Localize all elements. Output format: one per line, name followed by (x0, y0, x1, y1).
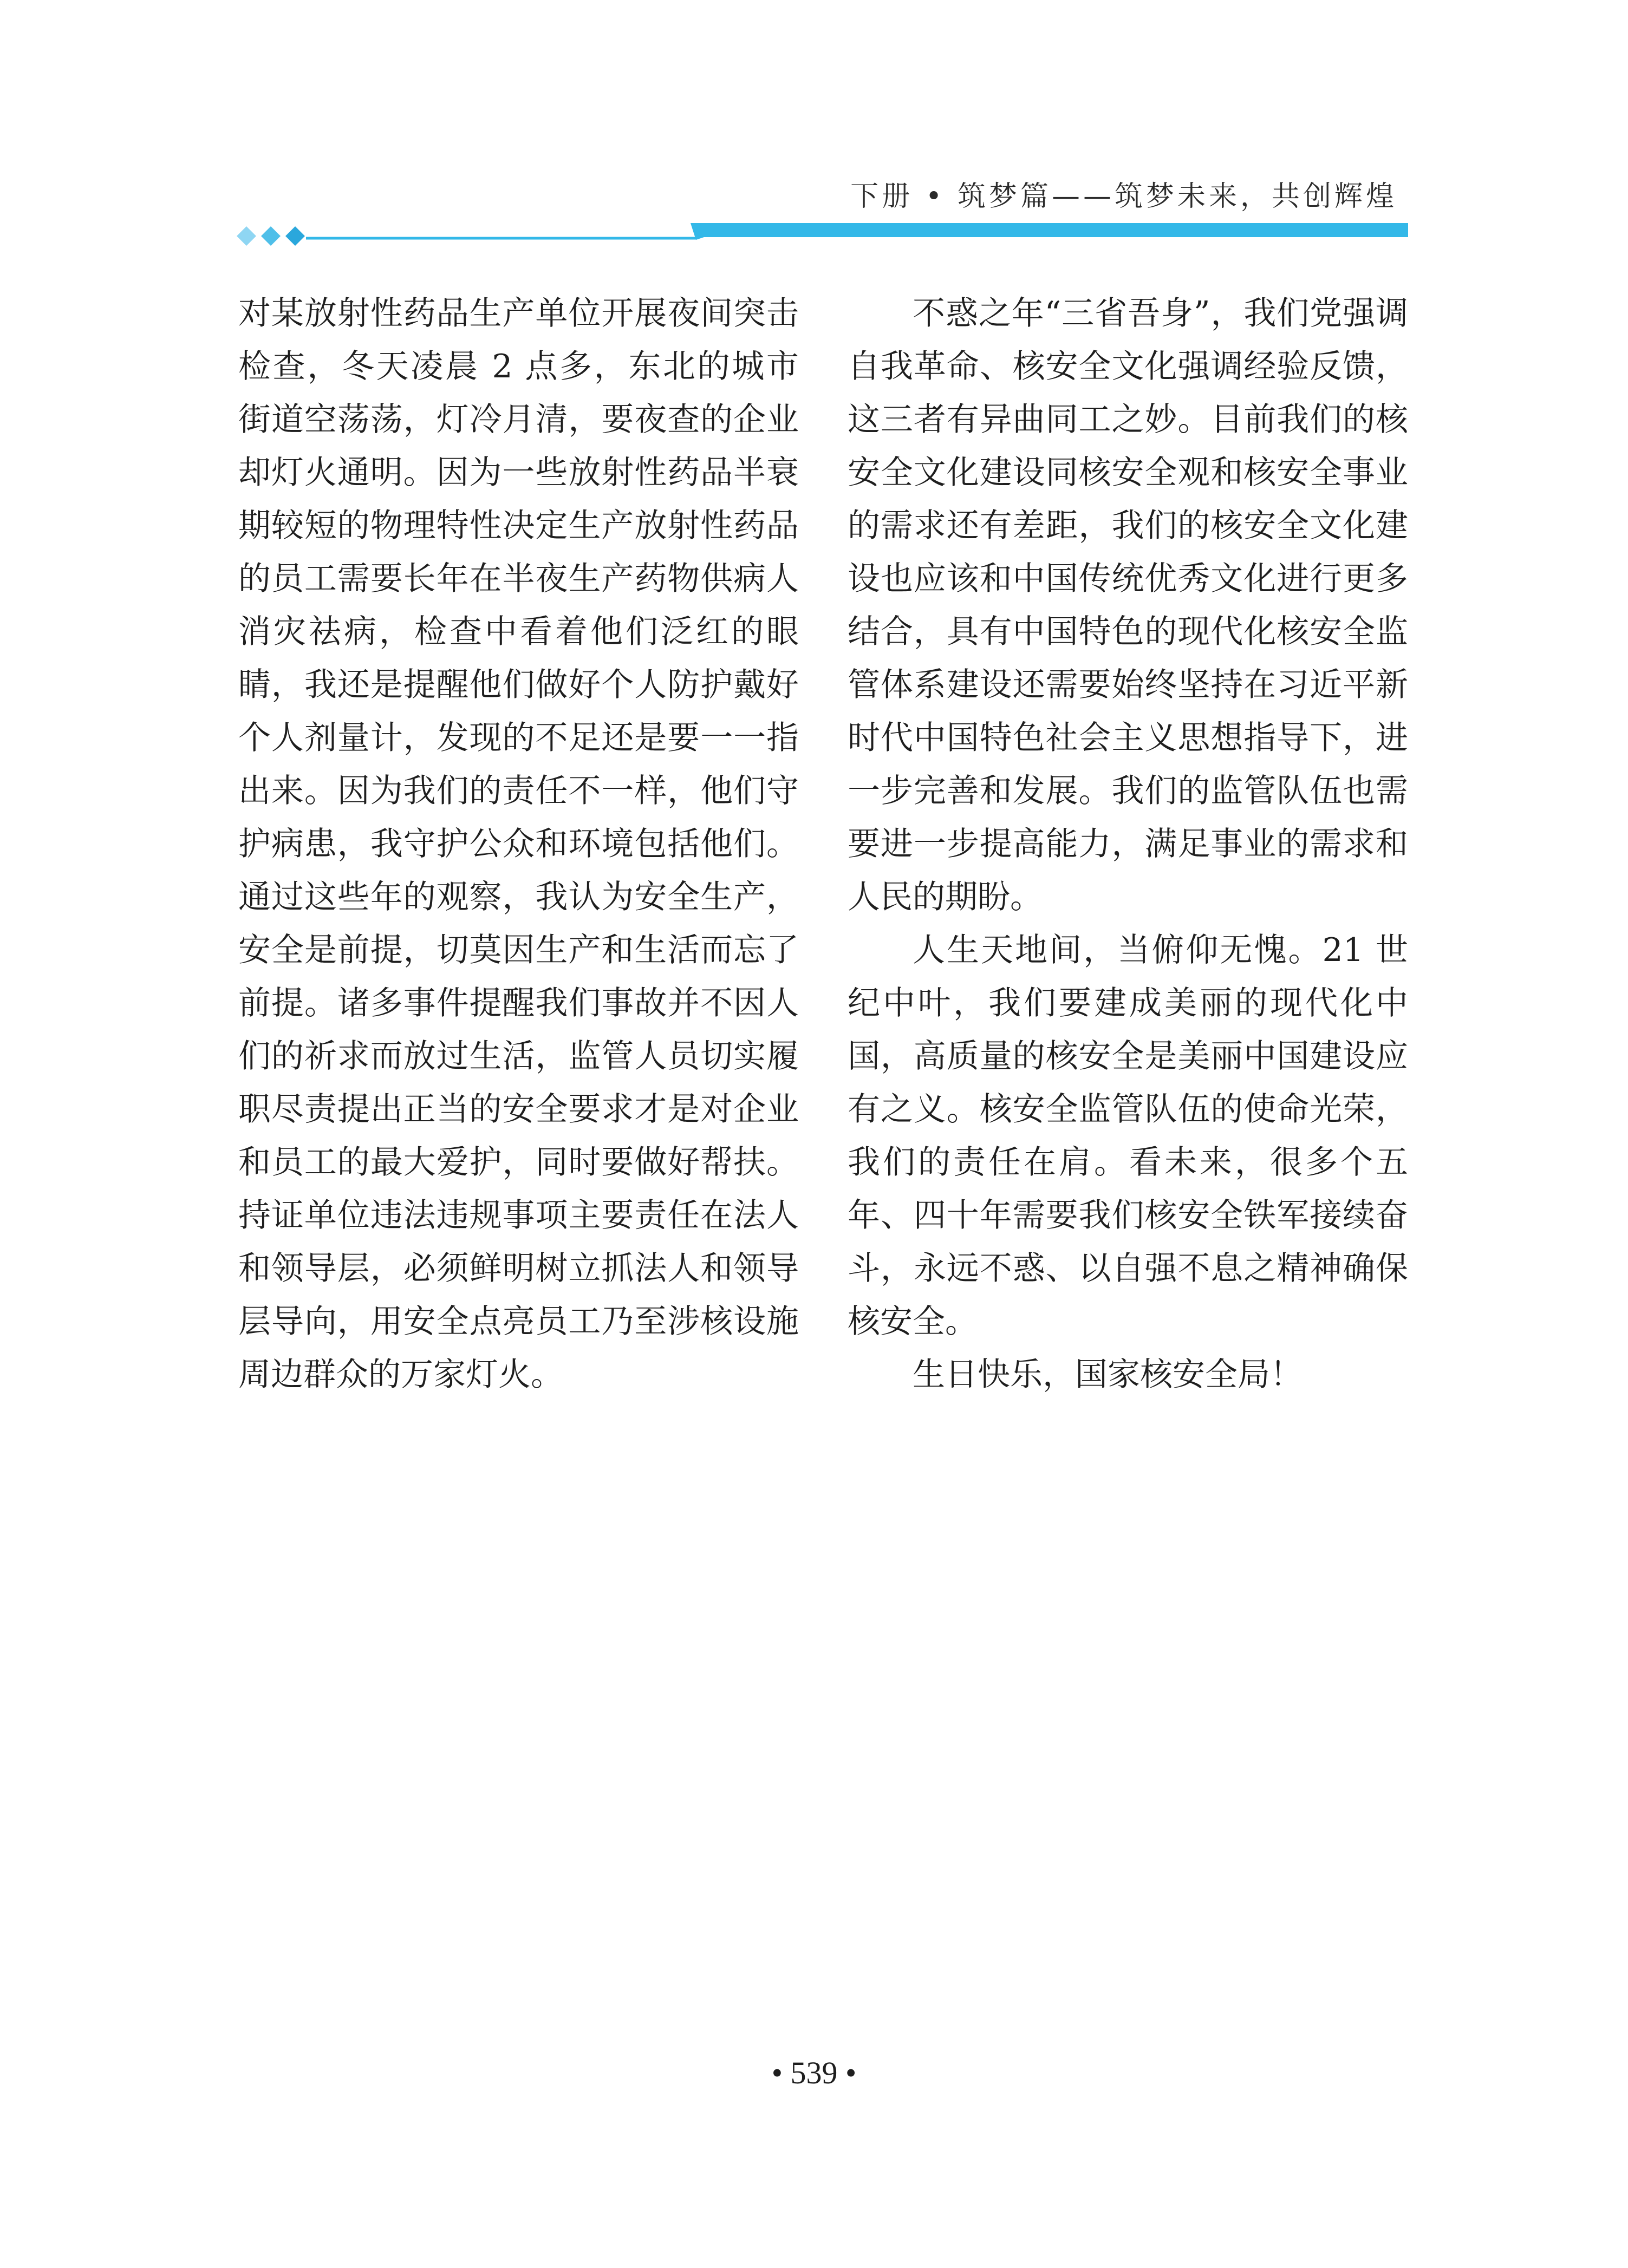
paragraph: 生日快乐，国家核安全局！ (913, 1356, 1303, 1394)
paragraph: 人生天地间，当俯仰无愧。21 世纪中叶，我们要建成美丽的现代化中国，高质量的核安全是美丽中国建设应有之义。核安全监管队伍的使命光荣，我们的责任在肩。看未来，很多个五年、四十年需要我们核安全铁军接续奋斗，永远不惑、以自强不息之精神确保核安全。 (848, 931, 1408, 1341)
right-column (848, 287, 1408, 1401)
diamond-icons (237, 226, 305, 246)
paragraph: 不惑之年“三省吾身”，我们党强调自我革命、核安全文化强调经验反馈，这三者有异曲同工之妙。目前我们的核安全文化建设同核安全观和核安全事业的需求还有差距，我们的核安全文化建设也应该和中国传统优秀文化进行更多结合，具有中国特色的现代化核安全监管体系建设还需要始终坚持在习近平新时代中国特色社会主义思想指导下，进一步完善和发展。我们的监管队伍也需要进一步提高能力，满足事业的需求和人民的期盼。 (848, 295, 1408, 916)
header-title: 下册 • 筑梦篇——筑梦未来，共创辉煌 (850, 180, 1397, 213)
left-column (238, 287, 799, 1401)
paragraph: 对某放射性药品生产单位开展夜间突击检查，冬天凌晨 2 点多，东北的城市街道空荡荡，灯冷月清，要夜查的企业却灯火通明。因为一些放射性药品半衰期较短的物理特性决定生产放射性药品的员工需要长年在半夜生产药物供病人消灾祛病，检查中看着他们泛红的眼睛，我还是提醒他们做好个人防护戴好个人剂量计，发现的不足还是要一一指出来。因为我们的责任不一样，他们守护病患，我守护公众和环境包括他们。通过这些年的观察，我认为安全生产，安全是前提，切莫因生产和生活而忘了前提。诸多事件提醒我们事故并不因人们的祈求而放过生活，监管人员切实履职尽责提出正当的安全要求才是对企业和员工的最大爱护，同时要做好帮扶。持证单位违法违规事项主要责任在法人和领导层，必须鲜明树立抓法人和领导层导向，用安全点亮员工乃至涉核设施周边群众的万家灯火。 (238, 295, 799, 1394)
header-decoration (0, 0, 1628, 271)
diamond-icon (237, 226, 256, 246)
diamond-icon (285, 226, 305, 246)
header-band (691, 223, 1408, 240)
diamond-icon (261, 226, 281, 246)
page-number: • 539 • (771, 2055, 857, 2090)
